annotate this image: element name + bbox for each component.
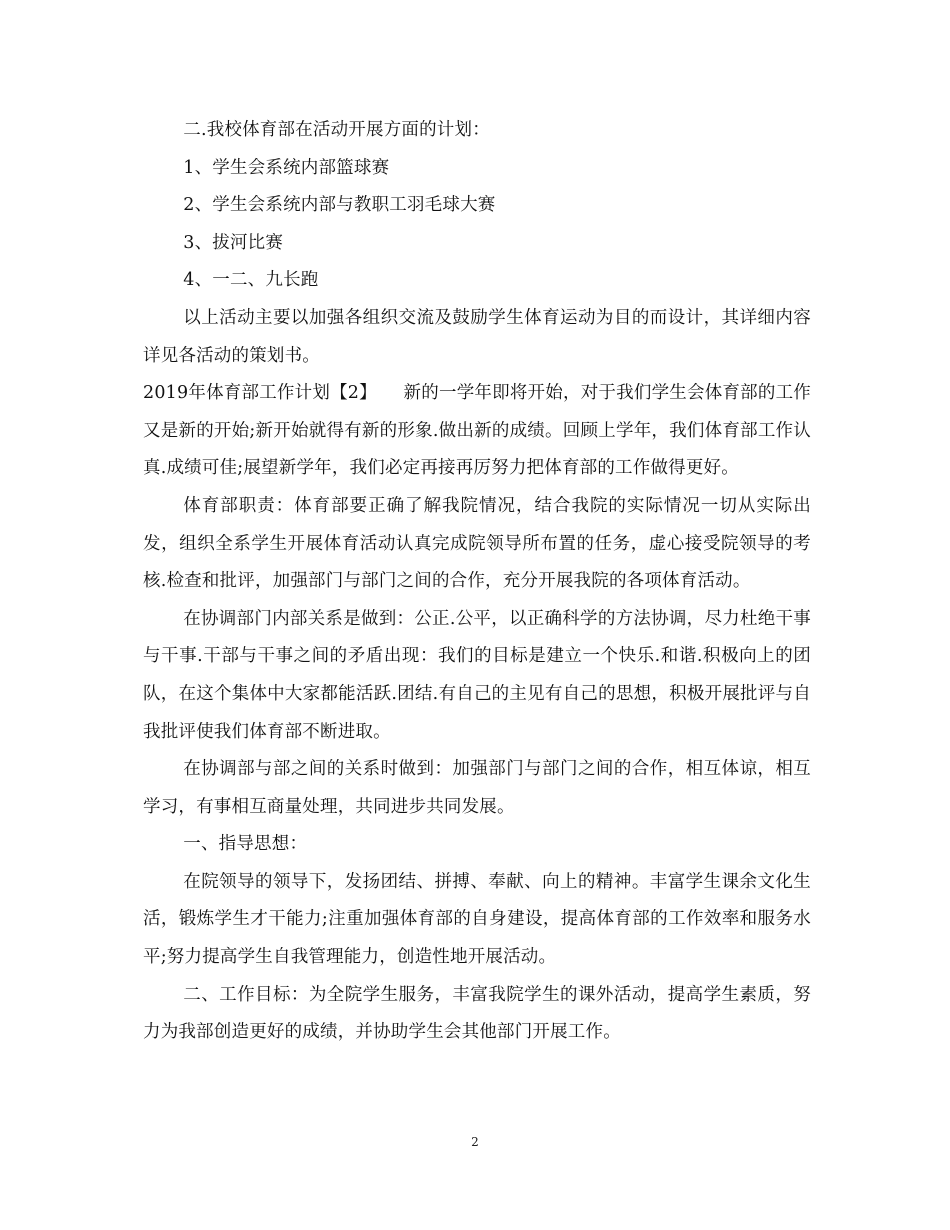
paragraph-department-duties: 体育部职责：体育部要正确了解我院情况，结合我院的实际情况一切从实际出发，组织全系学生开展体育活动认真完成院领导所布置的任务，虚心接受院领导的考核.检查和批评，加强部门与部门之间的合作，充分开展我院的各项体育活动。 [143,495,811,592]
paragraph-work-goals: 二、工作目标：为全院学生服务，丰富我院学生的课外活动，提高学生素质，努力为我部创造更好的成绩，并协助学生会其他部门开展工作。 [143,984,811,1043]
list-item-tug-of-war: 3、拔河比赛 [183,232,284,253]
paragraph-internal-relations: 在协调部门内部关系是做到：公正.公平，以正确科学的方法协调，尽力杜绝干事与干事.干部与干事之间的矛盾出现：我们的目标是建立一个快乐.和谐.积极向上的团队，在这个集体中大家都能活跃.团结.有自己的主见有自己的思想，积极开展批评与自我批评使我们体育部不断进取。 [143,608,811,742]
section-heading-activity-plan: 二.我校体育部在活动开展方面的计划： [183,120,490,140]
section-heading-guiding-ideology: 一、指导思想： [183,834,308,855]
paragraph-activities-summary: 以上活动主要以加强各组织交流及鼓励学生体育运动为目的而设计，其详细内容详见各活动的策划书。 [143,307,811,366]
list-item-badminton: 2、学生会系统内部与教职工羽毛球大赛 [183,195,496,216]
list-item-basketball: 1、学生会系统内部篮球赛 [183,157,390,178]
paragraph-guiding-ideology: 在院领导的领导下，发扬团结、拼搏、奉献、向上的精神。丰富学生课余文化生活，锻炼学生才干能力;注重加强体育部的自身建设，提高体育部的工作效率和服务水平;努力提高学生自我管理能力，创造性地开展活动。 [143,871,811,968]
paragraph-external-relations: 在协调部与部之间的关系时做到：加强部门与部门之间的合作，相互体谅，相互学习，有事相互商量处理，共同进步共同发展。 [143,759,811,817]
page-number: 2 [471,1135,479,1149]
document-body [143,112,811,1052]
list-item-long-run: 4、一二、九长跑 [183,270,319,291]
paragraph-plan-2-intro: 2019年体育部工作计划【2】 新的一学年即将开始，对于我们学生会体育部的工作又是新的开始;新开始就得有新的形象.做出新的成绩。回顾上学年，我们体育部工作认真.成绩可佳;展望新学年，我们必定再接再厉努力把体育部的工作做得更好。 [143,383,811,479]
